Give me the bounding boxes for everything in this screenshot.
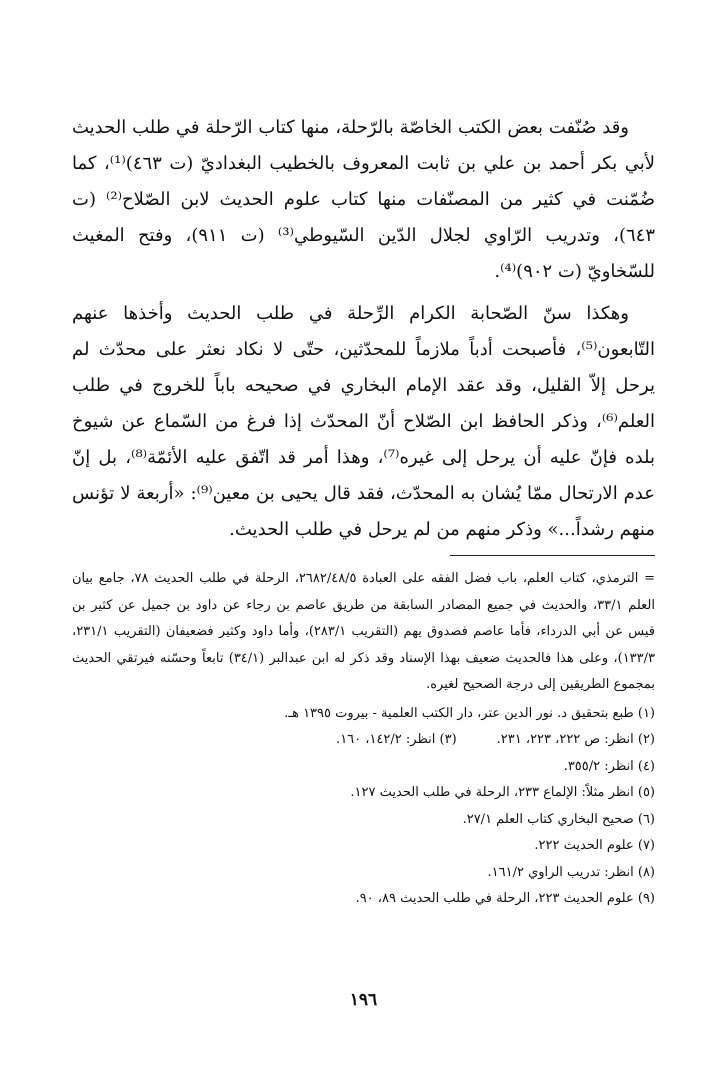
footnote-1: (١) طبع بتحقيق د. نور الدين عتر، دار الكتب العلمية - بيروت ١٣٩٥ هـ. — [284, 705, 655, 721]
footnotes — [72, 566, 655, 913]
paragraph: وهكذا سنّ الصّحابة الكرام الرِّحلة في طلب الحديث وأخذها عنهم التّابعون⁽⁵⁾، فأصبحت أدباً ملازماً للمحدّثين، حتّى لا نكاد نعثر على محدّث لم يرحل إلاّ القليل، وقد عقد الإمام البخاري في صحيحه باباً للخروج في طلب العلم⁽⁶⁾، وذكر الحافظ ابن الصّلاح أنّ المحدّث إذا فرغ من السّماع عن شيوخ بلده فإنّ عليه أن يرحل إلى غيره⁽⁷⁾، وهذا أمر قد اتّفق عليه الأئمّة⁽⁸⁾، بل إنّ عدم الارتحال ممّا يُشان به المحدّث، فقد قال يحيى بن معين⁽⁹⁾: «أربعة لا تؤنس منهم رشداً...» وذكر منهم من لم يرحل في طلب الحديث. — [72, 303, 655, 540]
footnote-7: (٧) علوم الحديث ٢٢٢. — [534, 838, 655, 853]
footnote-9: (٩) علوم الحديث ٢٢٣، الرحلة في طلب الحديث ٨٩، ٩٠. — [355, 891, 655, 906]
footnote-6: (٦) صحيح البخاري كتاب العلم ٢٧/١. — [462, 811, 655, 827]
footnote-continuation: = الترمذي، كتاب العلم، باب فضل الفقه على العبادة ٢٦٨٢/٤٨/٥، الرحلة في طلب الحديث ٧٨، جامع بيان العلم ٣٣/١، والحديث في جميع المصادر السابقة من طريق عاصم بن رجاء عن داود بن جميل عن كثير بن قيس عن أبي الدرداء، فأما عاصم فصدوق يهم (التقريب ٢٨٣/١)، وأما داود وكثير فضعيفان (التقريب ٢٣١/١، ١٣٣/٣)، وعلى هذا فالحديث ضعيف بهذا الإسناد وقد ذكر له ابن عبدالبر (٣٤/١) تابعاً وحسّنه فيرتقي الحديث بمجموع الطريقين إلى درجة الصحيح لغيره. — [72, 571, 655, 692]
footnote-8: (٨) انظر: تدريب الراوي ١٦١/٢. — [487, 864, 655, 880]
paragraph: وقد صُنّفت بعض الكتب الخاصّة بالرّحلة، منها كتاب الرّحلة في طلب الحديث لأبي بكر أحمد بن علي بن ثابت المعروف بالخطيب البغداديّ (ت ٤٦٣)⁽¹⁾، كما ضُمّنت في كثير من المصنّفات منها كتاب علوم الحديث لابن الصّلاح⁽²⁾ (ت ٦٤٣)، وتدريب الرّاوي لجلال الدّين السّيوطي⁽³⁾ (ت ٩١١)، وفتح المغيث للسّخاويّ (ت ٩٠٢)⁽⁴⁾. — [72, 117, 655, 282]
page-number: ١٩٦ — [349, 990, 378, 1010]
footnote-separator — [450, 555, 655, 556]
footnote-4: (٤) انظر: ٣٥٥/٢. — [563, 758, 655, 774]
footnote-2: (٢) انظر: ص ٢٢٢، ٢٢٣، ٢٣١. — [496, 732, 655, 747]
main-text — [72, 110, 655, 554]
footnote-5: (٥) انظر مثلاً: الإلماع ٢٣٣، الرحلة في طلب الحديث ١٢٧. — [350, 785, 655, 800]
footnote-row-2-3 — [72, 727, 655, 754]
footnote-3: (٣) انظر: ١٤٢/٢، ١٦٠. — [336, 732, 457, 747]
